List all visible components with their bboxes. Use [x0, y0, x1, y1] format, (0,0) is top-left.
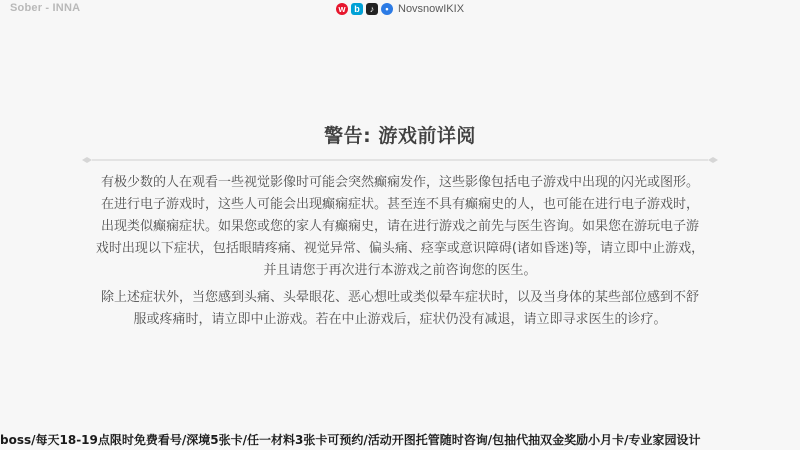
now-playing-label: Sober - INNA [10, 2, 81, 14]
social-handle-tag [336, 1, 464, 17]
paragraph-line: 出现类似癫痫症状。如果您或您的家人有癫痫史，请在进行游戏之前先与医生咨询。如果您在游玩电子游 [100, 219, 699, 234]
douyin-icon: ♪ [366, 3, 378, 15]
paragraph-line: 有极少数的人在观看一些视觉影像时可能会突然癫痫发作，这些影像包括电子游戏中出现的闪光或图形。 [100, 175, 699, 190]
paragraph-line: 并且请您于再次进行本游戏之前咨询您的医生。 [263, 263, 537, 278]
warning-paragraph-1 [90, 172, 710, 282]
paragraph-line: 在进行电子游戏时，这些人可能会出现癫痫症状。甚至连不具有癫痫史的人，也可能在进行电子游戏时， [100, 197, 699, 212]
paragraph-line: 戏时出现以下症状，包括眼睛疼痛、视觉异常、偏头痛、痉挛或意识障碍(诸如昏迷)等，请立即中止游戏， [95, 241, 705, 256]
warning-paragraph-2 [90, 287, 710, 331]
weibo-icon: w [336, 3, 348, 15]
social-handle-text: NovsnowIKIX [398, 3, 465, 15]
stream-ticker-banner: boss/每天18-19点限时免费看号/深境5张卡/任一材料3张卡可预约/活动开图托管随时咨询/包抽代抽双金奖励小月卡/专业家园设计 [0, 433, 701, 447]
warning-title: 警告: 游戏前详阅 [324, 125, 476, 147]
social-icon: • [381, 3, 393, 15]
title-divider [82, 155, 718, 165]
paragraph-line: 除上述症状外，当您感到头痛、头晕眼花、恶心想吐或类似晕车症状时，以及当身体的某些部位感到不舒 [100, 290, 699, 305]
paragraph-line: 服或疼痛时，请立即中止游戏。若在中止游戏后，症状仍没有减退，请立即寻求医生的诊疗。 [133, 312, 667, 327]
bilibili-icon: b [351, 3, 363, 15]
